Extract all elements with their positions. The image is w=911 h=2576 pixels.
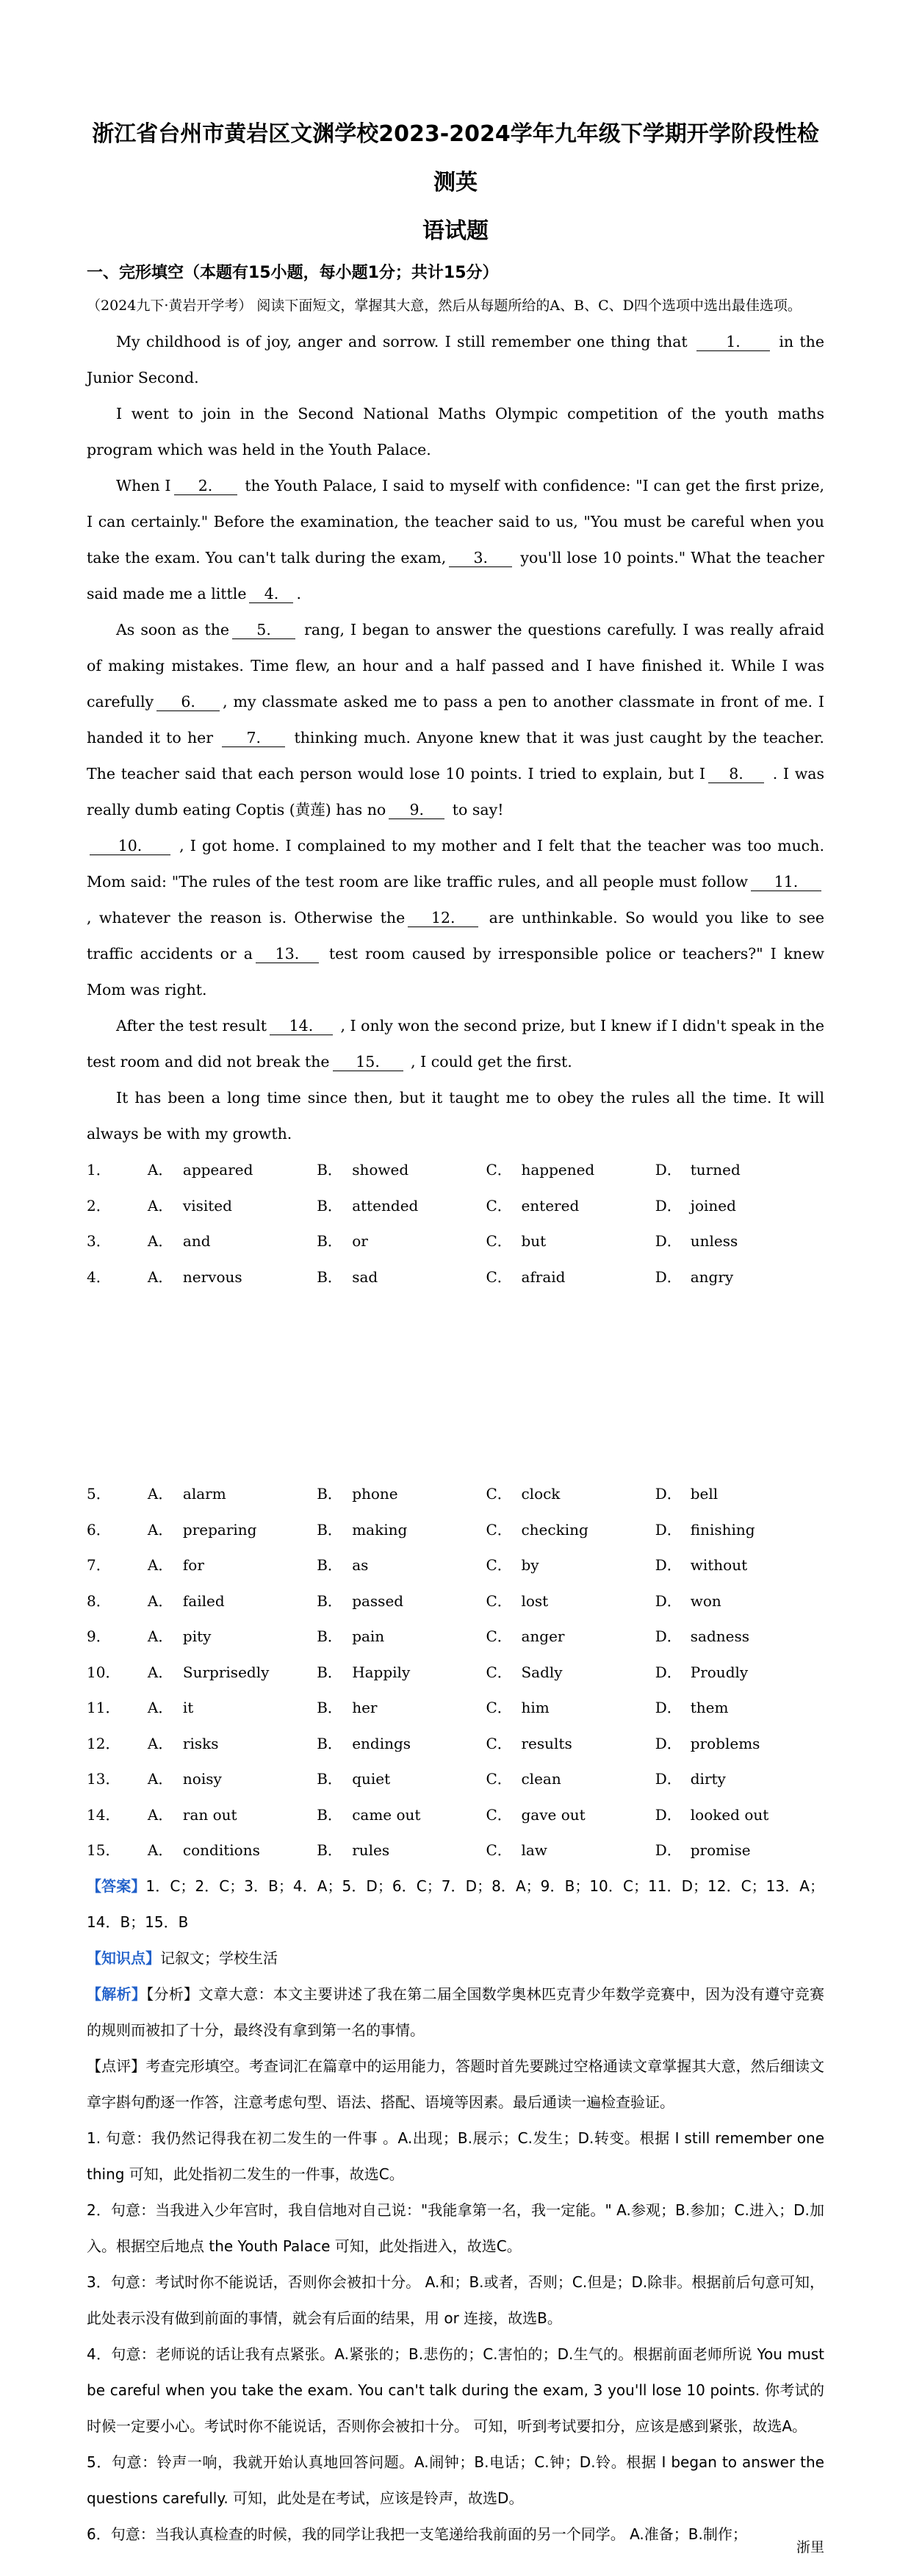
option-b: B． passed: [317, 1591, 404, 1610]
option-d: D． sadness: [655, 1627, 749, 1645]
option-a: A． preparing: [147, 1520, 257, 1539]
blank-12: 12.: [408, 909, 478, 927]
explanations: [87, 2120, 824, 2552]
option-row: [87, 1152, 824, 1188]
option-c: C． by: [486, 1556, 539, 1574]
option-d: D． Proudly: [655, 1663, 749, 1681]
option-b: B． endings: [317, 1734, 411, 1752]
option-c: C． clock: [486, 1485, 561, 1503]
option-row: [87, 1512, 824, 1548]
passage-paragraph-6: It has been a long time since then, but it taught me to obey the rules all the time. It will always be with my growth.: [87, 1089, 824, 1143]
option-b: B． came out: [317, 1805, 421, 1824]
option-d: D． them: [655, 1699, 729, 1716]
option-a: A． noisy: [147, 1770, 222, 1788]
option-b: B． rules: [317, 1841, 390, 1859]
option-c: C． lost: [486, 1591, 549, 1610]
option-b: B． making: [317, 1520, 408, 1539]
option-d: D． promise: [655, 1841, 751, 1859]
option-d: D． finishing: [655, 1520, 755, 1539]
blank-11: 11.: [751, 873, 821, 891]
blank-4: 4.: [249, 585, 293, 603]
answer-line: 【答案】1．C；2．C；3．B；4．A；5．D；6．C；7．D；8．A；9．B；10．C；11．D；12．C；13．A；14．B；15．B: [87, 1877, 824, 1931]
option-row: [87, 1583, 824, 1619]
option-row: [87, 1797, 824, 1833]
option-c: C． law: [486, 1841, 547, 1859]
cloze-passage: [87, 324, 824, 1152]
blank-13: 13.: [256, 945, 319, 963]
option-c: C． anger: [486, 1627, 565, 1645]
option-d: D． dirty: [655, 1770, 726, 1788]
question-intro: （2024九下·黄岩开学考） 阅读下面短文，掌握其大意，然后从每题所给的A、B、C、D四个选项中选出最佳选项。: [87, 298, 802, 314]
option-d: D． bell: [655, 1485, 719, 1503]
option-a: A． visited: [147, 1196, 232, 1215]
option-number: 4．: [87, 1267, 111, 1286]
option-b: B． pain: [317, 1627, 385, 1645]
option-b: B． phone: [317, 1485, 398, 1503]
comment-line: 【点评】考查完形填空。考查词汇在篇章中的运用能力，答题时首先要跳过空格通读文章掌握其大意，然后细读文章字斟句酌逐一作答，注意考虑句型、语法、搭配、语境等因素。最后通读一遍检查验证。: [87, 2057, 825, 2111]
explanation-item: 2．句意：当我进入少年宫时，我自信地对自己说："我能拿第一名，我一定能。" A.参观；B.参加；C.进入；D.加入。根据空后地点 the Youth Palace 可知，此处指进入，故选C。: [87, 2201, 824, 2255]
option-c: C． gave out: [486, 1805, 586, 1824]
option-row: [87, 1690, 824, 1726]
explanation-item: 6．句意：当我认真检查的时候，我的同学让我把一支笔递给我前面的另一个同学。 A.准备；B.制作；: [87, 2525, 747, 2543]
page-footer: 浙里: [796, 2539, 824, 2555]
passage-paragraph-1: My childhood is of joy, anger and sorrow. I still remember one thing that 1. in the Junior Second.: [87, 333, 824, 386]
option-a: A． risks: [147, 1734, 219, 1752]
blank-14: 14.: [270, 1017, 333, 1035]
options-list: [87, 1152, 824, 1868]
blank-2: 2.: [174, 477, 237, 495]
option-a: A． it: [147, 1699, 194, 1716]
blank-15: 15.: [333, 1053, 403, 1071]
blank-3: 3.: [449, 549, 512, 567]
option-number: 12．: [87, 1734, 120, 1752]
option-b: B． as: [317, 1556, 369, 1574]
option-number: 3．: [87, 1232, 111, 1250]
option-number: 8．: [87, 1591, 111, 1610]
analysis-line: 【解析】【分析】文章大意：本文主要讲述了我在第二届全国数学奥林匹克青少年数学竞赛中，因为没有遵守竞赛的规则而被扣了十分，最终没有拿到第一名的事情。: [87, 1985, 825, 2039]
document-page: [87, 110, 824, 2552]
option-d: D． turned: [655, 1161, 741, 1179]
option-c: C． Sadly: [486, 1663, 563, 1681]
option-number: 5．: [87, 1485, 111, 1503]
option-a: A． conditions: [147, 1841, 260, 1859]
option-b: B． Happily: [317, 1663, 411, 1681]
passage-paragraph-4: As soon as the 5. rang, I began to answer the questions carefully. I was really afraid of making mistakes. Time flew, an hour and a half passed and I have finished it. While I was carefully 6. , my classmate asked me to pass a pen to another classmate in front of me. I handed it to her 7. thinking much. Anyone knew that it was just caught by the teacher. The teacher said that each person would lose 10 points. I tried to explain, but I 8. . I was really dumb eating Coptis (黄莲) has no 9. to say! 10. , I got home. I complained to my mother and I felt that the teacher was too much. Mom said: "The rules of the test room are like traffic rules, and all people must follow 11. , whatever the reason is. Otherwise the 12. are unthinkable. So would you like to see traffic accidents or a 13. test room caused by irresponsible police or teachers?" I knew Mom was right.: [87, 621, 825, 999]
blank-1: 1.: [696, 333, 770, 351]
explanation-item: 4．句意：老师说的话让我有点紧张。A.紧张的；B.悲伤的；C.害怕的；D.生气的。根据前面老师所说 You must be careful when you take the exam. You can't talk during the exam, 3 you'll lose 10 points. 你考试的时候一定要小心。考试时你不能说话，否则你会被扣十分。 可知，听到考试要扣分，应该是感到紧张，故选A。: [87, 2345, 824, 2435]
option-row: [87, 1655, 824, 1691]
option-c: C． him: [486, 1699, 550, 1716]
option-a: A． ran out: [147, 1805, 237, 1824]
option-number: 9．: [87, 1627, 111, 1645]
option-row: [87, 1619, 824, 1655]
section-heading: 一、完形填空（本题有15小题，每小题1分；共计15分）: [87, 264, 499, 282]
explanation-item: 3．句意：考试时你不能说话，否则你会被扣十分。 A.和；B.或者，否则；C.但是；D.除非。根据前后句意可知，此处表示没有做到前面的事情，就会有后面的结果，用 or 连接，故选B。: [87, 2273, 824, 2327]
option-d: D． unless: [655, 1232, 738, 1250]
option-b: B． quiet: [317, 1770, 391, 1788]
option-b: B． her: [317, 1699, 378, 1716]
option-a: A． failed: [147, 1591, 225, 1610]
blank-7: 7.: [222, 729, 285, 747]
blank-8: 8.: [708, 765, 764, 783]
answer-block: [87, 1868, 824, 2552]
option-b: B． attended: [317, 1196, 419, 1215]
option-c: C． happened: [486, 1161, 595, 1179]
option-d: D． joined: [655, 1196, 736, 1215]
option-number: 2．: [87, 1196, 111, 1215]
option-row: [87, 1547, 824, 1583]
option-c: C． afraid: [486, 1267, 566, 1286]
option-row: [87, 1761, 824, 1797]
option-d: D． angry: [655, 1267, 734, 1286]
passage-paragraph-5: After the test result 14. , I only won the second prize, but I knew if I didn't speak in the test room and did not break the 15. , I could get the first.: [87, 1017, 824, 1071]
option-number: 7．: [87, 1556, 111, 1574]
option-b: B． sad: [317, 1267, 378, 1286]
option-a: A． pity: [147, 1627, 212, 1645]
option-row: [87, 1188, 824, 1224]
page-gap: [87, 1295, 824, 1476]
option-c: C． clean: [486, 1770, 561, 1788]
option-c: C． checking: [486, 1520, 588, 1539]
passage-paragraph-3: When I 2. the Youth Palace, I said to myself with confidence: "I can get the first prize, I can certainly." Before the examination, the teacher said to us, "You must be careful when you take the exam. You can't talk during the exam, 3. you'll lose 10 points." What the teacher said made me a little 4. .: [87, 477, 824, 602]
option-row: [87, 1832, 824, 1868]
option-b: B． or: [317, 1232, 368, 1250]
option-number: 14．: [87, 1805, 120, 1824]
passage-paragraph-2: I went to join in the Second National Maths Olympic competition of the youth maths program which was held in the Youth Palace.: [87, 405, 824, 458]
option-d: D． won: [655, 1591, 721, 1610]
option-c: C． entered: [486, 1196, 580, 1215]
option-a: A． alarm: [147, 1485, 226, 1503]
option-a: A． Surprisedly: [147, 1663, 270, 1681]
option-d: D． looked out: [655, 1805, 769, 1824]
option-a: A． appeared: [147, 1161, 253, 1179]
explanation-item: 5．句意：铃声一响，我就开始认真地回答问题。A.闹钟；B.电话；C.钟；D.铃。根据 I began to answer the questions carefully. 可知，此处是在考试，应该是铃声，故选D。: [87, 2453, 824, 2507]
option-a: A． nervous: [147, 1267, 242, 1286]
explanation-item: 1. 句意：我仍然记得我在初二发生的一件事 。A.出现；B.展示；C.发生；D.转变。根据 I still remember one thing 可知，此处指初二发生的一件事，故选C。: [87, 2129, 824, 2183]
option-b: B． showed: [317, 1161, 409, 1179]
option-number: 13．: [87, 1770, 120, 1788]
option-c: C． but: [486, 1232, 547, 1250]
knowledge-line: 【知识点】记叙文；学校生活: [87, 1949, 278, 1967]
option-row: [87, 1476, 824, 1512]
option-number: 15．: [87, 1841, 120, 1859]
option-number: 1．: [87, 1161, 111, 1179]
blank-10: 10.: [90, 837, 170, 855]
option-number: 11．: [87, 1699, 120, 1716]
blank-5: 5.: [232, 621, 295, 639]
option-number: 6．: [87, 1520, 111, 1539]
page-title: 浙江省台州市黄岩区文渊学校2023-2024学年九年级下学期开学阶段性检测英 语试题: [92, 121, 819, 244]
option-row: [87, 1223, 824, 1259]
option-number: 10．: [87, 1663, 120, 1681]
option-row: [87, 1726, 824, 1762]
option-row: [87, 1259, 824, 1295]
option-d: D． problems: [655, 1734, 760, 1752]
option-d: D． without: [655, 1556, 748, 1574]
option-a: A． for: [147, 1556, 204, 1574]
blank-6: 6.: [156, 693, 220, 711]
option-c: C． results: [486, 1734, 572, 1752]
blank-9: 9.: [389, 801, 444, 819]
option-a: A． and: [147, 1232, 211, 1250]
